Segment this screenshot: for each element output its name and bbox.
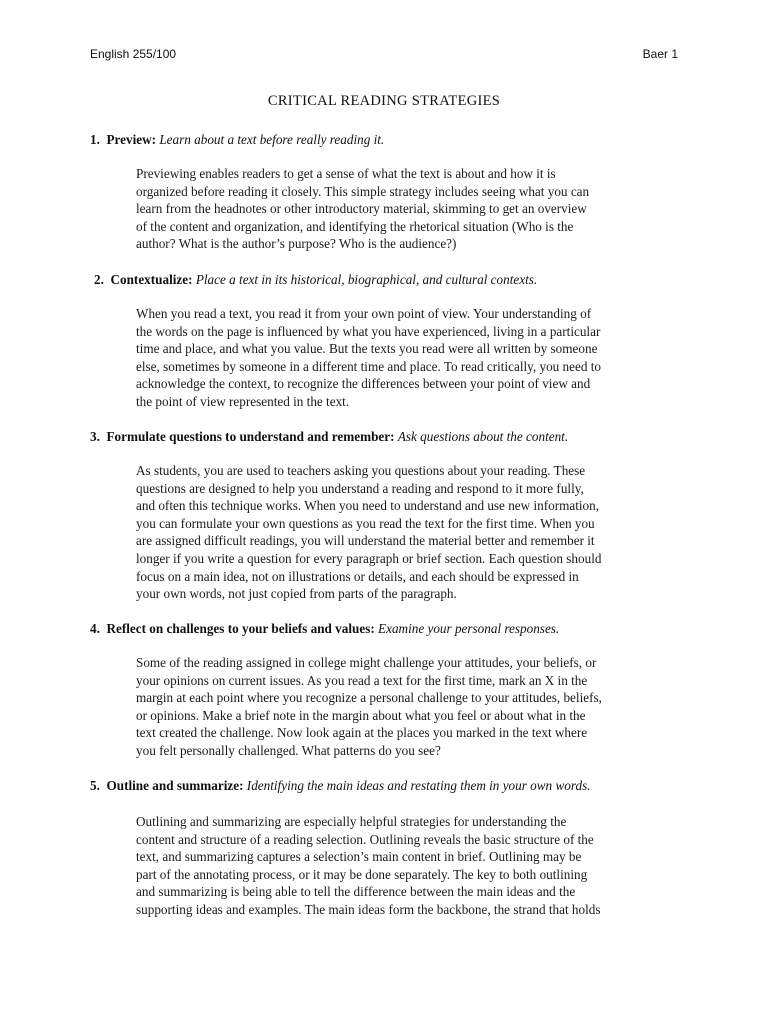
section-number: 4. — [90, 621, 100, 636]
paragraph-line: text, and summarizing captures a selection’s main content in brief. Outlining may be — [136, 849, 582, 865]
section-description: Identifying the main ideas and restating them in your own words. — [246, 778, 591, 793]
paragraph-line: focus on a main idea, not on illustrations or details, and each should be expressed in — [136, 568, 579, 584]
paragraph-line: the words on the page is influenced by what you have experienced, living in a particular — [136, 323, 601, 339]
section-1-paragraph — [136, 165, 686, 253]
paragraph-line: are assigned difficult readings, you will understand the material better and remember it — [136, 533, 595, 549]
section-number: 3. — [90, 429, 100, 444]
section-2-paragraph — [136, 305, 686, 411]
paragraph-line: questions are designed to help you understand a reading and respond to it more fully, — [136, 480, 584, 496]
section-label: Preview: — [106, 132, 157, 147]
paragraph-line: time and place, and what you value. But the texts you read were all written by someone — [136, 341, 598, 357]
paragraph-line: Outlining and summarizing are especially helpful strategies for understanding the — [136, 814, 567, 829]
section-number: 1. — [90, 132, 100, 147]
paragraph-line: part of the annotating process, or it may be done separately. The key to both outlining — [136, 866, 588, 882]
paragraph-line: your own words, not just copied from parts of the paragraph. — [136, 586, 457, 602]
section-description: Ask questions about the content. — [397, 429, 569, 444]
section-description: Learn about a text before really reading it. — [159, 132, 385, 147]
paragraph-line: and summarizing is being able to tell the difference between the main ideas and the — [136, 884, 576, 900]
paragraph-line: Previewing enables readers to get a sense of what the text is about and how it is — [136, 166, 556, 181]
paragraph-line: your opinions on current issues. As you read a text for the first time, mark an X in the — [136, 672, 588, 688]
paragraph-line: learn from the headnotes or other introductory material, skimming to get an overview — [136, 201, 587, 217]
paragraph-line: As students, you are used to teachers asking you questions about your reading. These — [136, 463, 586, 478]
section-label: Formulate questions to understand and remember: — [106, 429, 395, 444]
paragraph-line: margin at each point where you recognize a personal challenge to your attitudes, beliefs, — [136, 690, 602, 706]
section-label: Reflect on challenges to your beliefs and values: — [106, 621, 375, 636]
paragraph-line: organized before reading it closely. This simple strategy includes seeing what you can — [136, 183, 590, 199]
section-label: Contextualize: — [110, 272, 193, 287]
header-page-label: Baer 1 — [642, 47, 678, 61]
section-3-heading — [90, 428, 690, 445]
section-5-heading — [90, 777, 690, 794]
section-number: 2. — [94, 272, 104, 287]
paragraph-line: the point of view represented in the text. — [136, 393, 350, 409]
paragraph-line: longer if you write a question for every paragraph or brief section. Each question should — [136, 550, 602, 566]
section-4-paragraph — [136, 654, 686, 760]
section-1-heading — [90, 131, 690, 148]
paragraph-line: or opinions. Make a brief note in the margin about what you feel or about what in the — [136, 707, 586, 723]
paragraph-line: you felt personally challenged. What patterns do you see? — [136, 742, 441, 758]
page-title: CRITICAL READING STRATEGIES — [267, 93, 501, 109]
section-4-heading — [90, 620, 690, 637]
paragraph-line: Some of the reading assigned in college might challenge your attitudes, your beliefs, or — [136, 655, 597, 670]
paragraph-line: else, sometimes by someone in a different time and place. To read critically, you need to — [136, 358, 602, 374]
paragraph-line: of the content and organization, and identifying the rhetorical situation (Who is the — [136, 218, 574, 234]
paragraph-line: When you read a text, you read it from your own point of view. Your understanding of — [136, 306, 592, 321]
section-3-paragraph — [136, 462, 686, 603]
section-label: Outline and summarize: — [106, 778, 244, 793]
section-5-paragraph — [136, 813, 686, 919]
paragraph-line: author? What is the author’s purpose? Who is the audience?) — [136, 236, 457, 252]
section-description: Examine your personal responses. — [378, 621, 560, 636]
paragraph-line: and often this technique works. When you need to understand and use new information, — [136, 498, 600, 514]
paragraph-line: supporting ideas and examples. The main ideas form the backbone, the strand that holds — [136, 901, 601, 917]
section-number: 5. — [90, 778, 100, 793]
section-2-heading — [94, 271, 694, 288]
paragraph-line: you can formulate your own questions as you read the text for the first time. When you — [136, 515, 595, 531]
paragraph-line: content and structure of a reading selection. Outlining reveals the basic structure of the — [136, 831, 594, 847]
section-description: Place a text in its historical, biographical, and cultural contexts. — [195, 272, 538, 287]
header-course: English 255/100 — [90, 47, 177, 61]
paragraph-line: acknowledge the context, to recognize the differences between your point of view and — [136, 376, 591, 392]
paragraph-line: text created the challenge. Now look again at the places you marked in the text where — [136, 725, 588, 741]
